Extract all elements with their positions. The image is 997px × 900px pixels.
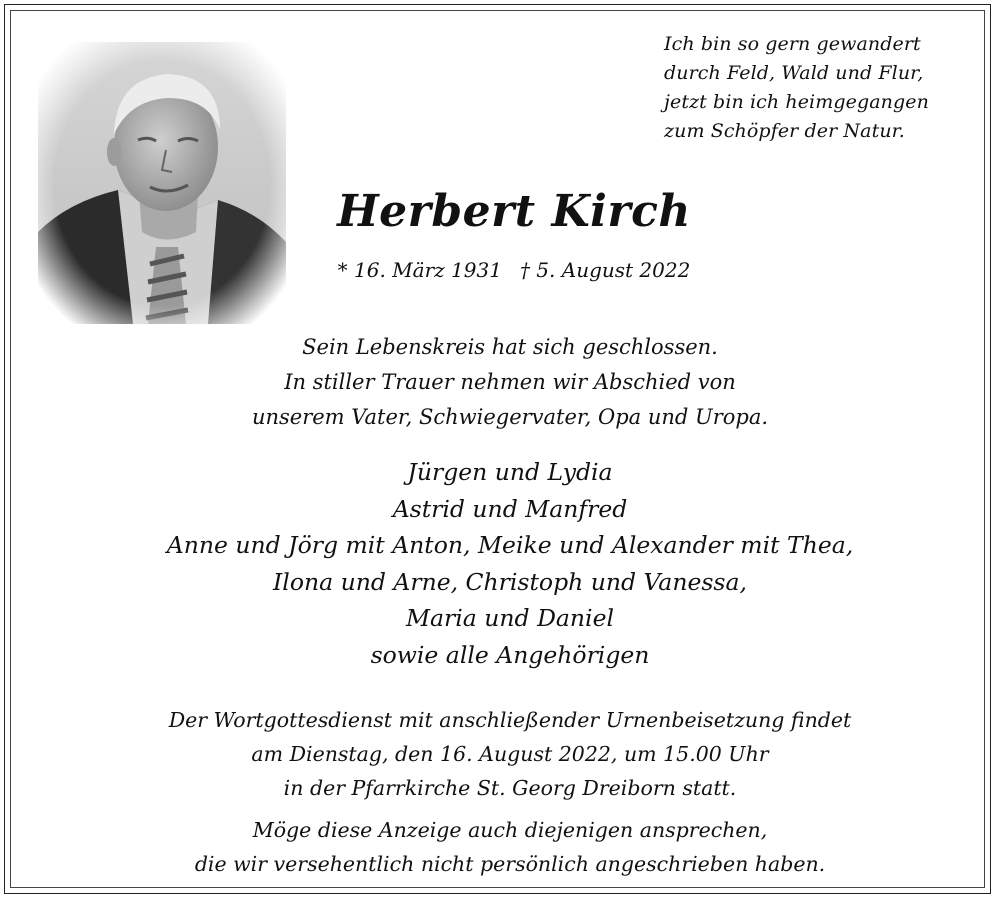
mourner-line: Jürgen und Lydia [407,458,613,486]
birth-date: * 16. März 1931 [337,258,502,282]
mourner-line: Maria und Daniel [405,604,614,632]
poem-line: zum Schöpfer der Natur. [664,120,905,142]
mourner-line: Anne und Jörg mit Anton, Meike und Alexander mit Thea, [166,531,854,559]
service-info [60,703,960,805]
poem-line: durch Feld, Wald und Flur, [664,62,924,84]
service-line: in der Pfarrkirche St. Georg Dreiborn statt. [283,776,737,800]
closing-line: die wir versehentlich nicht persönlich angeschrieben haben. [194,852,826,876]
deceased-name: Herbert Kirch [337,186,691,237]
mourner-line: sowie alle Angehörigen [370,640,650,669]
mourner-line: Ilona und Arne, Christoph und Vanessa, [273,567,747,596]
service-line: am Dienstag, den 16. August 2022, um 15.00 Uhr [251,742,769,766]
farewell-line: Sein Lebenskreis hat sich geschlossen. [302,335,718,359]
memorial-poem [664,30,929,146]
closing-line: Möge diese Anzeige auch diejenigen ansprechen, [252,818,768,842]
mourner-line: Astrid und Manfred [392,494,628,523]
poem-line: Ich bin so gern gewandert [664,33,921,55]
service-line: Der Wortgottesdienst mit anschließender Urnenbeisetzung findet [168,708,852,732]
portrait-photo [38,42,286,324]
mourners-list [60,454,960,673]
farewell-line: unserem Vater, Schwiegervater, Opa und Uropa. [251,405,769,429]
farewell-text [60,330,960,435]
poem-line: jetzt bin ich heimgegangen [664,91,929,113]
life-dates [318,258,710,282]
death-date: † 5. August 2022 [519,258,691,282]
closing-note [60,813,960,881]
farewell-line: In stiller Trauer nehmen wir Abschied von [284,370,736,394]
